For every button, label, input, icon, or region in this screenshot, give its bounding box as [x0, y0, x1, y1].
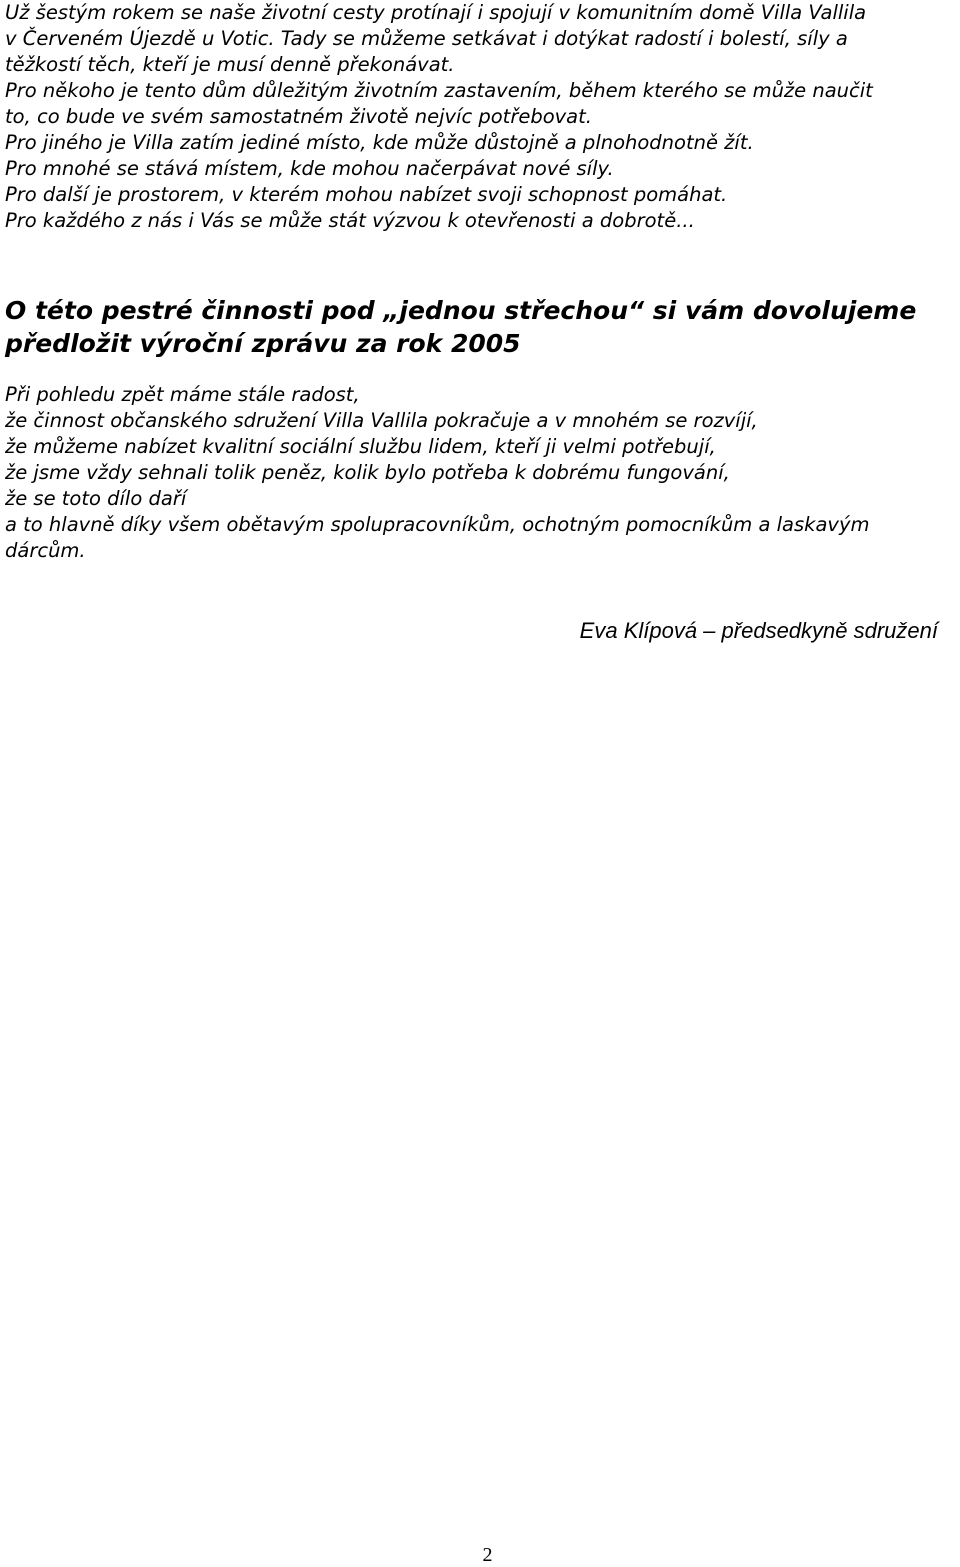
intro-line: Pro jiného je Villa zatím jediné místo, kde může důstojně a plnohodnotně žít.	[5, 131, 754, 154]
intro-paragraph	[5, 0, 960, 234]
intro-line: v Červeném Újezdě u Votic. Tady se můžeme setkávat i dotýkat radostí i bolestí, síly a	[5, 27, 848, 50]
intro-line: Už šestým rokem se naše životní cesty protínají i spojují v komunitním domě Villa Vallila	[5, 1, 867, 24]
body-line: dárcům.	[5, 539, 86, 562]
heading-line-1: O této pestré činnosti pod „jednou střechou“ si vám dovolujeme	[5, 296, 917, 325]
heading-line-2: předložit výroční zprávu za rok 2005	[5, 329, 521, 358]
intro-line: Pro další je prostorem, v kterém mohou nabízet svoji schopnost pomáhat.	[5, 183, 728, 206]
body-line: a to hlavně díky všem obětavým spolupracovníkům, ochotným pomocníkům a laskavým	[5, 513, 870, 536]
page-number: 2	[482, 1544, 493, 1566]
intro-line: to, co bude ve svém samostatném životě nejvíc potřebovat.	[5, 105, 592, 128]
intro-line: Pro někoho je tento dům důležitým životním zastavením, během kterého se může naučit	[5, 79, 873, 102]
intro-line: Pro mnohé se stává místem, kde mohou načerpávat nové síly.	[5, 157, 614, 180]
intro-line: Pro každého z nás i Vás se může stát výzvou k otevřenosti a dobrotě...	[5, 209, 695, 232]
body-line: Při pohledu zpět máme stále radost,	[5, 383, 360, 406]
body-line: že se toto dílo daří	[5, 487, 187, 510]
body-line: že činnost občanského sdružení Villa Vallila pokračuje a v mnohém se rozvíjí,	[5, 409, 758, 432]
body-paragraph	[5, 382, 960, 564]
section-heading	[5, 294, 955, 360]
body-line: že jsme vždy sehnali tolik peněz, kolik bylo potřeba k dobrému fungování,	[5, 461, 730, 484]
body-line: že můžeme nabízet kvalitní sociální službu lidem, kteří ji velmi potřebují,	[5, 435, 716, 458]
signature: Eva Klípová – předsedkyně sdružení	[579, 618, 938, 643]
intro-line: těžkostí těch, kteří je musí denně překonávat.	[5, 53, 455, 76]
